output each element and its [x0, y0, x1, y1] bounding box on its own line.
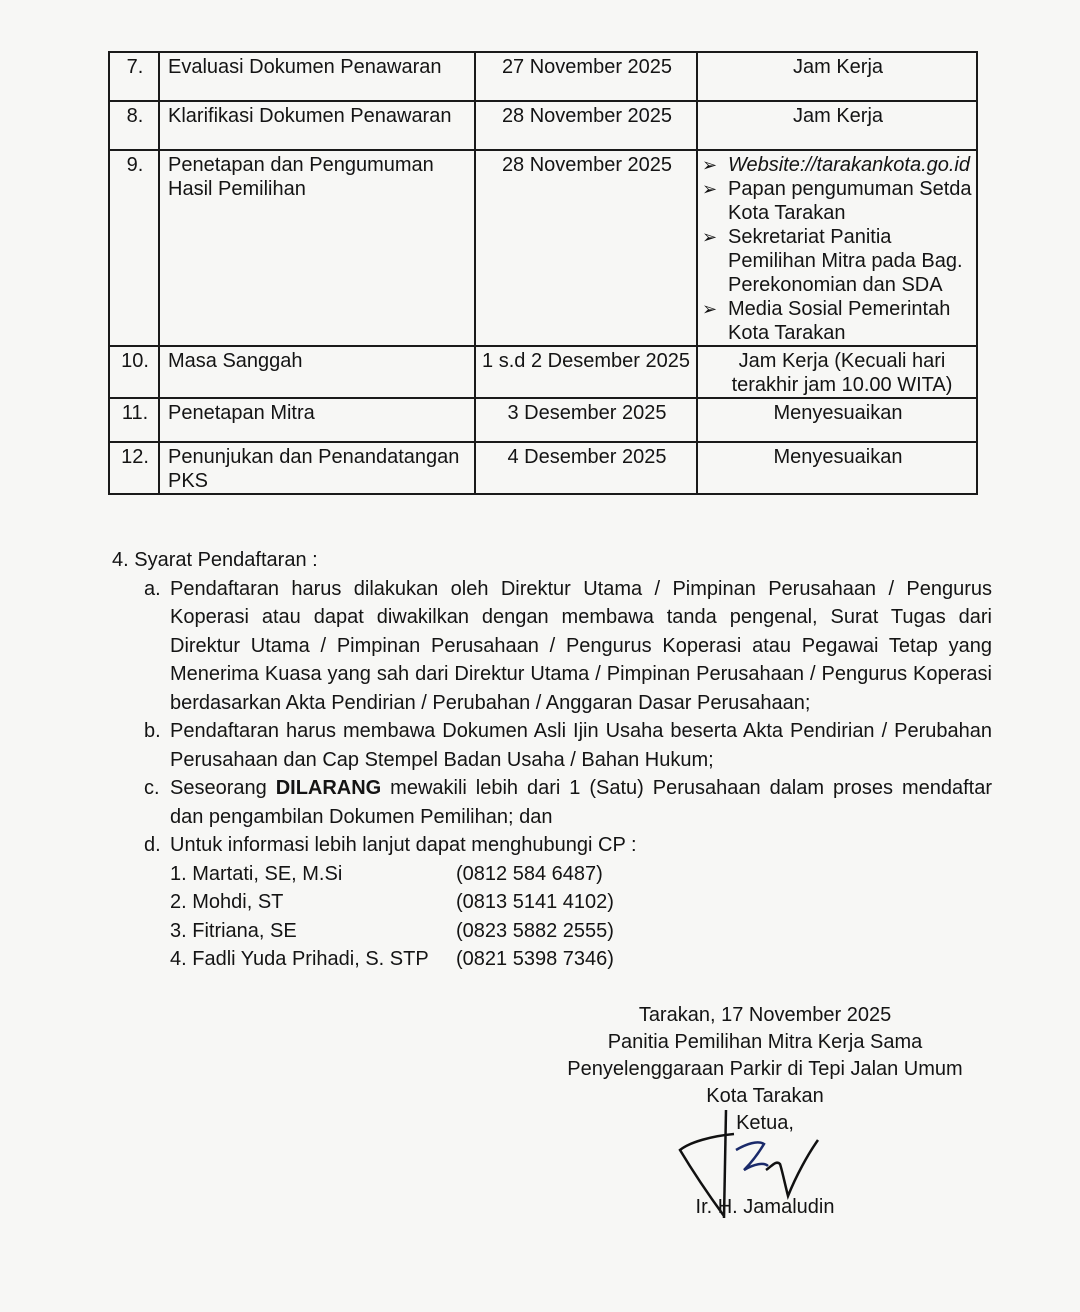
- activity-cell: Evaluasi Dokumen Penawaran: [159, 52, 475, 101]
- row-number: 11.: [109, 398, 159, 442]
- contact-phone: (0821 5398 7346): [456, 948, 614, 970]
- contact-name: 1. Martati, SE, M.Si: [170, 862, 343, 885]
- activity-cell: Penetapan Mitra: [159, 398, 475, 442]
- item-label: c.: [144, 777, 160, 799]
- arrow-bullet-icon: ➢: [702, 299, 718, 319]
- requirement-c: [112, 774, 992, 831]
- item-label: d.: [144, 834, 161, 856]
- activity-cell: Klarifikasi Dokumen Penawaran: [159, 101, 475, 150]
- contact-row: [170, 860, 992, 889]
- table-row: [109, 101, 977, 150]
- item-text: Pendaftaran harus membawa Dokumen Asli Ijin Usaha beserta Akta Pendirian / Perubahan Perusahaan dan Cap Stempel Badan Usaha / Bahan Hukum;: [170, 720, 992, 771]
- activity-cell: Penunjukan dan Penandatangan PKS: [159, 442, 475, 494]
- committee-line: Kota Tarakan: [706, 1085, 824, 1107]
- arrow-bullet-icon: ➢: [702, 179, 718, 199]
- list-item: [702, 153, 976, 177]
- place-date: Tarakan, 17 November 2025: [638, 1004, 892, 1026]
- list-item-text: Papan pengumuman Setda Kota Tarakan: [728, 178, 972, 224]
- date-cell: 28 November 2025: [475, 150, 697, 346]
- date-cell: 4 Desember 2025: [475, 442, 697, 494]
- place-cell: Jam Kerja: [697, 101, 977, 150]
- registration-requirements: [112, 546, 992, 974]
- date-cell: 27 November 2025: [475, 52, 697, 101]
- row-number: 8.: [109, 101, 159, 150]
- place-cell: Menyesuaikan: [697, 398, 977, 442]
- requirement-b: [112, 717, 992, 774]
- committee-line: Penyelenggaraan Parkir di Tepi Jalan Umum: [567, 1058, 963, 1080]
- contact-row: [170, 945, 992, 974]
- contact-phone: (0823 5882 2555): [456, 919, 614, 942]
- contact-name: 4. Fadli Yuda Prihadi, S. STP: [170, 948, 429, 970]
- item-text: Pendaftaran harus dilakukan oleh Direktur Utama / Pimpinan Perusahaan / Pengurus Koperasi atau dapat diwakilkan dengan membawa tanda pengenal, Surat Tugas dari Direktur Utama / Pimpinan Perusahaan / Pengurus Koperasi atau Pegawai Tetap yang Menerima Kuasa yang sah dari Direktur Utama / Pimpinan Perusahaan / Pengurus Koperasi berdasarkan Akta Pendirian / Perubahan / Anggaran Dasar Perusahaan;: [170, 577, 992, 714]
- item-label: b.: [144, 720, 161, 742]
- signer-role: Ketua,: [736, 1112, 794, 1134]
- requirement-d: [112, 831, 992, 860]
- date-cell: 1 s.d 2 Desember 2025: [475, 346, 697, 398]
- activity-cell: Penetapan dan Pengumuman Hasil Pemilihan: [159, 150, 475, 346]
- table-row: [109, 150, 977, 346]
- contact-name: 2. Mohdi, ST: [170, 891, 284, 913]
- table-row: [109, 442, 977, 494]
- row-number: 10.: [109, 346, 159, 398]
- section-heading: 4. Syarat Pendaftaran :: [112, 549, 318, 571]
- list-item: [702, 297, 976, 345]
- contact-list: [170, 860, 992, 974]
- contact-phone: (0813 5141 4102): [456, 891, 614, 913]
- arrow-bullet-icon: ➢: [702, 227, 718, 247]
- schedule-table: [108, 51, 978, 495]
- date-cell: 3 Desember 2025: [475, 398, 697, 442]
- place-cell: Jam Kerja (Kecuali hari terakhir jam 10.00 WITA): [697, 346, 977, 398]
- contact-phone: (0812 584 6487): [456, 862, 603, 885]
- place-cell: Jam Kerja: [697, 52, 977, 101]
- table-row: [109, 52, 977, 101]
- arrow-bullet-icon: ➢: [702, 155, 718, 175]
- signer-name: Ir. H. Jamaludin: [695, 1196, 835, 1218]
- table-row: [109, 398, 977, 442]
- contact-name: 3. Fitriana, SE: [170, 919, 297, 942]
- item-text: Untuk informasi lebih lanjut dapat menghubungi CP :: [170, 834, 637, 856]
- list-item-text: Media Sosial Pemerintah Kota Tarakan: [728, 298, 951, 344]
- website-link[interactable]: Website://tarakankota.go.id: [728, 154, 970, 176]
- date-cell: 28 November 2025: [475, 101, 697, 150]
- schedule-table-wrapper: [108, 51, 978, 495]
- list-item-text: Sekretariat Panitia Pemilihan Mitra pada Bag. Perekonomian dan SDA: [728, 226, 963, 296]
- committee-line: Panitia Pemilihan Mitra Kerja Sama: [607, 1031, 923, 1053]
- item-text: mewakili lebih dari 1 (Satu) Perusahaan dalam proses mendaftar dan pengambilan Dokumen Pemilihan; dan: [170, 777, 993, 828]
- item-text: Seseorang: [170, 777, 276, 799]
- item-label: a.: [144, 577, 161, 600]
- row-number: 9.: [109, 150, 159, 346]
- row-number: 7.: [109, 52, 159, 101]
- activity-cell: Masa Sanggah: [159, 346, 475, 398]
- list-item: [702, 225, 976, 297]
- contact-row: [170, 917, 992, 946]
- table-row: [109, 346, 977, 398]
- list-item: [702, 177, 976, 225]
- emphasis-text: DILARANG: [275, 777, 382, 799]
- requirement-a: [112, 575, 992, 718]
- place-cell: Menyesuaikan: [697, 442, 977, 494]
- row-number: 12.: [109, 442, 159, 494]
- announcement-channels-list: [702, 153, 976, 345]
- contact-row: [170, 888, 992, 917]
- place-cell: [697, 150, 977, 346]
